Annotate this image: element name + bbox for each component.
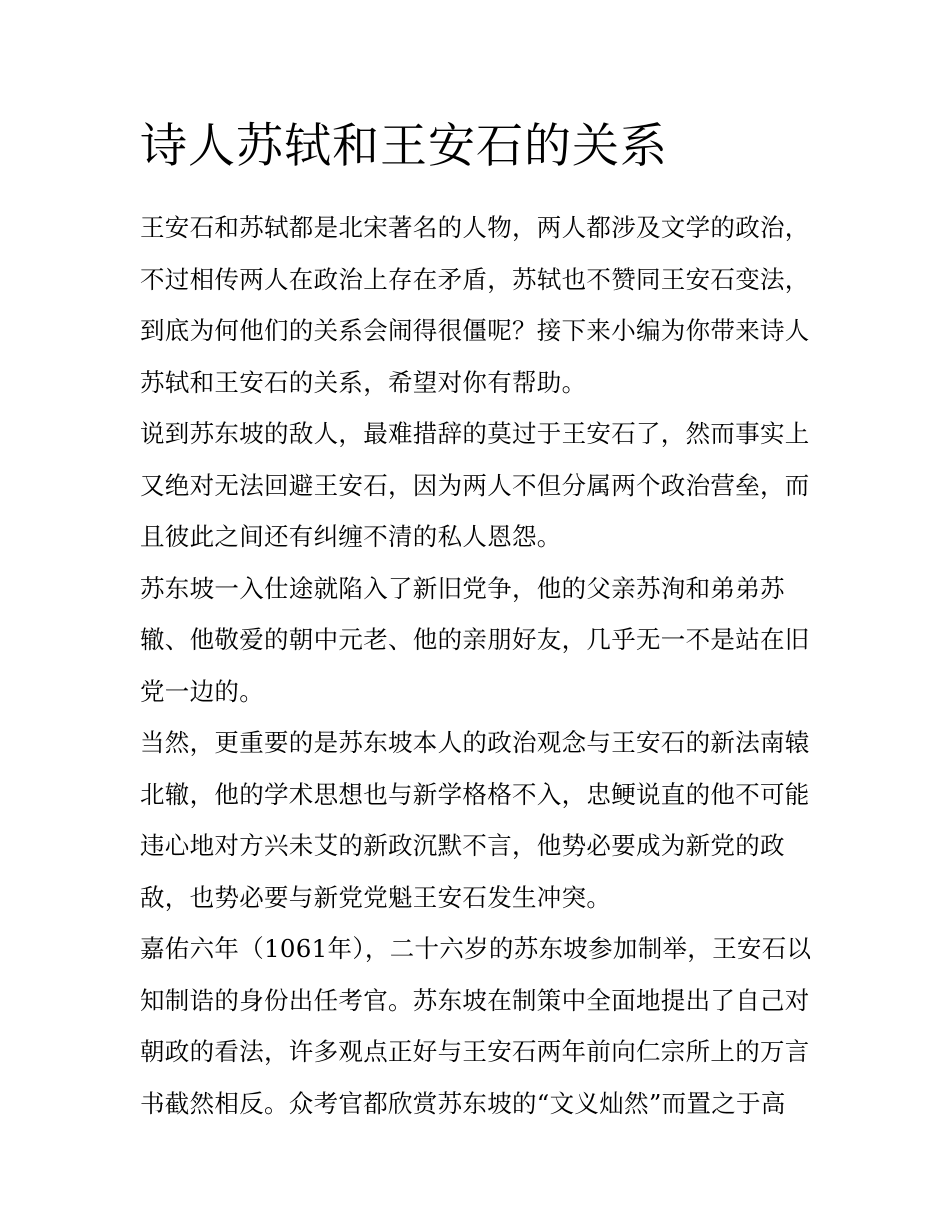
- paragraph-line: 苏东坡一入仕途就陷入了新旧党争，他的父亲苏洵和弟弟苏: [140, 573, 785, 603]
- paragraph-line: 违心地对方兴未艾的新政沉默不言，他势必要成为新党的政: [140, 831, 785, 860]
- paragraph-line: 到底为何他们的关系会闹得很僵呢？接下来小编为你带来诗人: [140, 316, 810, 345]
- paragraph-line: 不过相传两人在政治上存在矛盾，苏轼也不赞同王安石变法，: [140, 264, 810, 294]
- paragraph-line: 朝政的看法，许多观点正好与王安石两年前向仁宗所上的万言: [140, 1037, 810, 1066]
- document-page: [140, 112, 815, 1129]
- paragraph-line: 且彼此之间还有纠缠不清的私人恩怨。: [140, 522, 562, 551]
- paragraph-line: 苏轼和王安石的关系，希望对你有帮助。: [140, 367, 587, 397]
- paragraph-line: 党一边的。: [140, 676, 264, 706]
- paragraph-line: 知制诰的身份出任考官。苏东坡在制策中全面地提出了自己对: [140, 985, 810, 1015]
- document-title: 诗人苏轼和王安石的关系: [140, 119, 668, 174]
- paragraph-line: 又绝对无法回避王安石，因为两人不但分属两个政治营垒，而: [140, 470, 810, 500]
- paragraph-political-views: [140, 717, 815, 923]
- paragraph-exam-1061: [140, 923, 815, 1129]
- paragraph-line: 辙、他敬爱的朝中元老、他的亲朋好友，几乎无一不是站在旧: [140, 625, 810, 654]
- paragraph-party-struggle: [140, 563, 815, 718]
- paragraph-line: 当然，更重要的是苏东坡本人的政治观念与王安石的新法南辕: [140, 728, 810, 757]
- paragraph-line: 说到苏东坡的敌人，最难措辞的莫过于王安石了，然而事实上: [140, 419, 810, 448]
- paragraph-line: 王安石和苏轼都是北宋著名的人物，两人都涉及文学的政治，: [140, 213, 810, 242]
- paragraph-line: 北辙，他的学术思想也与新学格格不入，忠鲠说直的他不可能: [140, 779, 810, 809]
- paragraph-line: 嘉佑六年（1061年），二十六岁的苏东坡参加制举，王安石以: [140, 934, 812, 963]
- paragraph-line: 书截然相反。众考官都欣赏苏东坡的“文义灿然”而置之于高: [140, 1088, 786, 1118]
- paragraph-line: 敌，也势必要与新党党魁王安石发生冲突。: [140, 882, 612, 912]
- paragraph-enemy: [140, 408, 815, 563]
- paragraph-intro: [140, 202, 815, 408]
